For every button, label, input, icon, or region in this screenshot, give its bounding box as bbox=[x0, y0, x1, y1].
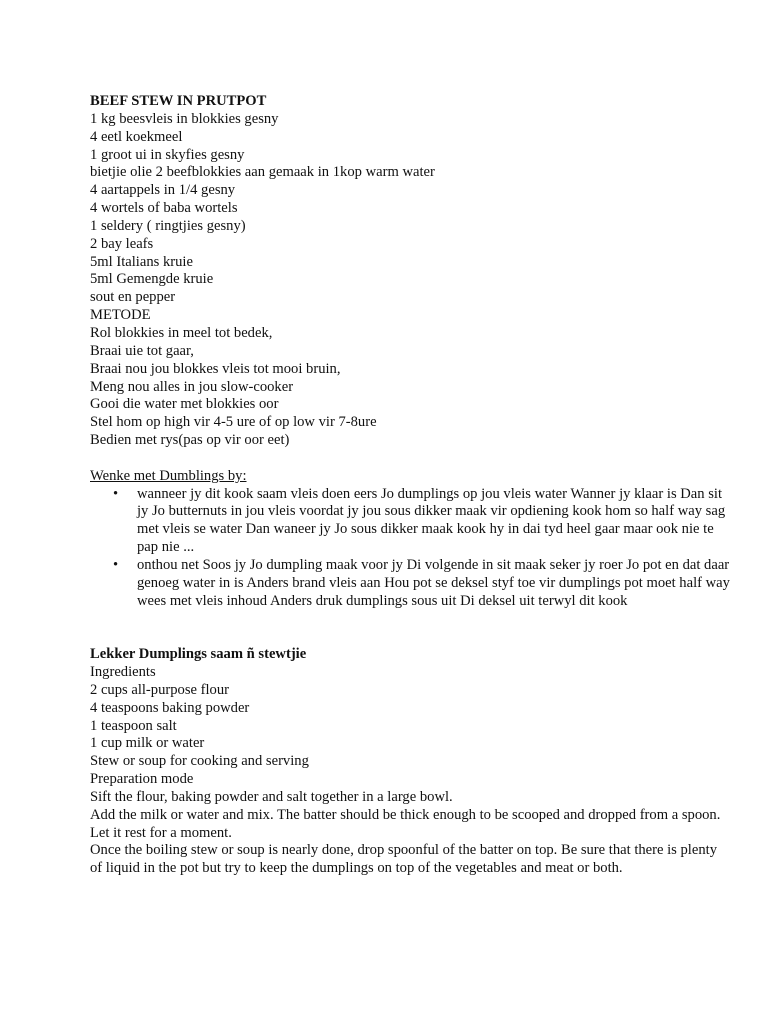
recipe-title: BEEF STEW IN PRUTPOT bbox=[90, 93, 267, 109]
method-step: Meng nou alles in jou slow-cooker bbox=[90, 378, 294, 395]
ingredient-line: 4 teaspoons baking powder bbox=[90, 699, 250, 716]
preparation-steps bbox=[90, 789, 730, 878]
method-step: Stel hom op high vir 4-5 ure of op low vir 7-8ure bbox=[90, 414, 377, 431]
recipe-title: Lekker Dumplings saam ñ stewtjie bbox=[90, 646, 307, 663]
ingredient-line: 1 groot ui in skyfies gesny bbox=[90, 146, 245, 163]
tip-item: • wanneer jy dit kook saam vleis doen eers Jo dumplings op jou vleis water Wanner jy klaar is Dan sit jy Jo butternuts in jou vleis voordat jy jou sous dikker maak vir opdiening kook hom so half way sag met vleis se water Dan waneer jy Jo sous dikker maak kook hy in dai tyd heel gaar maar ook nie te pap nie ... bbox=[137, 486, 730, 557]
ingredient-line: 5ml Gemengde kruie bbox=[90, 271, 214, 288]
method-step: Rol blokkies in meel tot bedek, bbox=[90, 324, 273, 341]
ingredient-line: 1 cup milk or water bbox=[90, 735, 205, 752]
ingredient-line: 2 cups all-purpose flour bbox=[90, 681, 230, 698]
method-step: Braai uie tot gaar, bbox=[90, 342, 194, 359]
ingredient-line: sout en pepper bbox=[90, 289, 176, 306]
spacer bbox=[90, 610, 730, 646]
ingredient-line: 4 aartappels in 1/4 gesny bbox=[90, 182, 236, 199]
method-step: Gooi die water met blokkies oor bbox=[90, 396, 279, 413]
tip-item: • onthou net Soos jy Jo dumpling maak voor jy Di volgende in sit maak seker jy roer Jo pot en dat daar genoeg water in is Anders brand vleis aan Hou pot se deksel styf toe vir dumplings pot moet half way wees met vleis inhoud Anders druk dumplings sous uit Di deksel uit terwyl dit kook bbox=[137, 557, 730, 611]
tips-list bbox=[90, 486, 730, 611]
method-heading: METODE bbox=[90, 307, 151, 324]
ingredient-list bbox=[90, 682, 730, 771]
preparation-step: Once the boiling stew or soup is nearly done, drop spoonful of the batter on top. Be sure that there is plenty of liquid in the pot but try to keep the dumplings on top of the vegetables and meat or both. bbox=[90, 842, 717, 877]
ingredients-heading: Ingredients bbox=[90, 664, 156, 680]
tips-heading: Wenke met Dumblings by: bbox=[90, 467, 247, 484]
preparation-heading: Preparation mode bbox=[90, 771, 194, 788]
method-step: Bedien met rys(pas op vir oor eet) bbox=[90, 432, 290, 449]
ingredient-line: 1 kg beesvleis in blokkies gesny bbox=[90, 110, 279, 127]
ingredient-line: 2 bay leafs bbox=[90, 235, 154, 252]
method-step: Braai nou jou blokkes vleis tot mooi bruin, bbox=[90, 360, 341, 377]
document-body bbox=[90, 93, 730, 878]
ingredient-line: Stew or soup for cooking and serving bbox=[90, 753, 309, 770]
spacer bbox=[90, 450, 730, 468]
ingredient-line: 1 seldery ( ringtjies gesny) bbox=[90, 217, 246, 234]
preparation-step: Sift the flour, baking powder and salt together in a large bowl. bbox=[90, 788, 453, 805]
ingredient-line: 4 eetl koekmeel bbox=[90, 128, 183, 145]
ingredient-line: 4 wortels of baba wortels bbox=[90, 200, 238, 217]
ingredient-line: 1 teaspoon salt bbox=[90, 717, 177, 734]
method-steps bbox=[90, 325, 730, 450]
ingredient-line: 5ml Italians kruie bbox=[90, 253, 193, 270]
ingredient-line: bietjie olie 2 beefblokkies aan gemaak in 1kop warm water bbox=[90, 164, 435, 181]
ingredient-list bbox=[90, 111, 730, 307]
preparation-step: Add the milk or water and mix. The batter should be thick enough to be scooped and dropped from a spoon. Let it rest for a moment. bbox=[90, 806, 721, 841]
